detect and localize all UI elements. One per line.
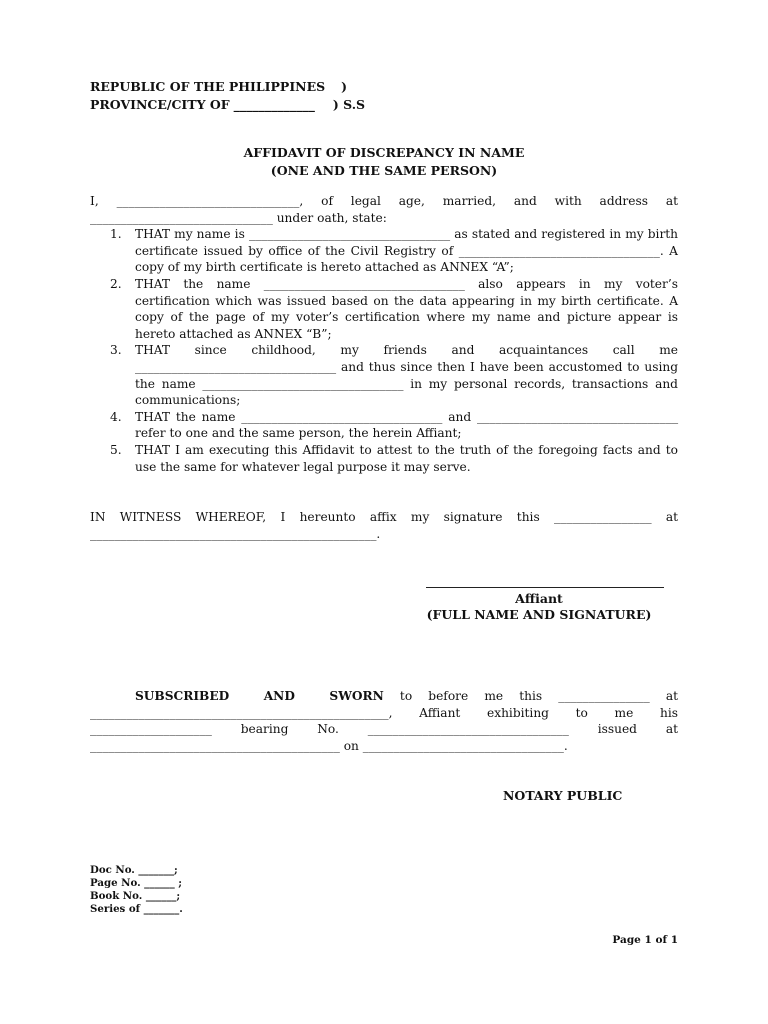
page-label: Page xyxy=(612,934,641,946)
item-text: in my personal records, transactions and communications; xyxy=(135,376,678,408)
province-label: PROVINCE/CITY OF xyxy=(90,97,230,112)
item-number: 4. xyxy=(110,409,122,424)
id-number-blank: _________________________________ xyxy=(367,722,569,737)
list-item xyxy=(90,342,678,408)
witness-line-2 xyxy=(90,526,678,543)
witness-text: IN WITNESS WHEREOF, I hereunto affix my signature this xyxy=(90,510,540,524)
jurat-text: bearing No. xyxy=(240,722,339,737)
jurat-line-2 xyxy=(90,705,678,722)
signature-line xyxy=(426,587,664,588)
doc-number: Doc No. _______; xyxy=(90,864,178,876)
address-blank: ______________________________ xyxy=(90,210,273,225)
name-blank: _________________________________ xyxy=(135,359,337,374)
issue-place-blank: _________________________________________ xyxy=(90,738,340,753)
series-year: Series of _______. xyxy=(90,903,183,915)
id-blank: ____________________ xyxy=(90,722,212,737)
statement-list xyxy=(90,226,678,475)
page-of: of xyxy=(655,934,668,946)
item-text: also appears in my voter’s certification which was issued based on the data appearing in my birth certificate. A copy of the page of my voter’s certification where my name and picture appear is hereto attached as ANNEX “B”; xyxy=(135,276,678,341)
page-number-entry: Page No. ______ ; xyxy=(90,877,183,889)
name-blank: _________________________________ xyxy=(248,227,451,242)
jurat-line-4 xyxy=(90,738,678,755)
item-number: 3. xyxy=(110,343,122,358)
item-number: 1. xyxy=(110,227,122,242)
page-total: 1 xyxy=(670,934,678,946)
venue-paren: ) xyxy=(341,79,348,94)
item-text: THAT the name xyxy=(135,276,251,291)
item-text: as stated and registered in my birth certificate issued by office of the Civil Registry of xyxy=(135,227,679,258)
item-text: THAT I am executing this Affidavit to attest to the truth of the foregoing facts and to use the same for whatever legal purpose it may serve. xyxy=(135,442,678,474)
list-item xyxy=(90,442,678,475)
name-blank: ______________________________, xyxy=(116,194,304,208)
jurat-text: to before me this xyxy=(399,689,543,703)
item-text: THAT the name xyxy=(135,409,236,424)
item-text: THAT since childhood, my friends and acquaintances call me xyxy=(135,343,678,358)
item-number: 2. xyxy=(110,276,122,291)
witness-at: at xyxy=(665,510,679,524)
place-blank: _______________________________________________ xyxy=(90,526,377,541)
item-text: . A copy of my birth certificate is hereto attached as ANNEX “A”; xyxy=(135,243,678,275)
name-blank: _________________________________ xyxy=(241,409,443,424)
name-blank: _________________________________ xyxy=(202,376,404,391)
book-number: Book No. ______; xyxy=(90,890,181,902)
jurat-clause xyxy=(90,688,678,754)
venue-header xyxy=(90,78,365,114)
affiant-label: Affiant xyxy=(515,591,563,606)
witness-end: . xyxy=(376,526,381,541)
province-blank: _____________ xyxy=(233,97,315,112)
name-blank: _________________________________ xyxy=(476,409,679,424)
intro-text: of legal age, married, and with address at xyxy=(321,194,678,208)
registry-blank: _________________________________ xyxy=(458,243,660,258)
affidavit-body xyxy=(90,193,678,475)
jurat-on: on xyxy=(343,738,359,753)
document-title xyxy=(0,144,768,180)
item-text: THAT my name is xyxy=(135,227,245,242)
notarial-register xyxy=(90,864,183,916)
jurat-text: issued at xyxy=(597,722,679,737)
date-blank: _______________ xyxy=(558,689,650,703)
intro-pronoun: I, xyxy=(90,194,99,208)
jurat-line-3 xyxy=(90,721,678,738)
jurat-at: at xyxy=(665,689,678,703)
republic-line: REPUBLIC OF THE PHILIPPINES xyxy=(90,79,326,94)
page-footer xyxy=(612,934,678,946)
item-number: 5. xyxy=(110,442,122,457)
intro-oath: under oath, state: xyxy=(276,210,387,225)
intro-line-2 xyxy=(90,210,678,227)
page-current: 1 xyxy=(644,934,652,946)
issue-date-blank: _________________________________. xyxy=(362,738,568,753)
notary-public-label: NOTARY PUBLIC xyxy=(503,788,623,803)
affiant-block xyxy=(416,591,662,623)
name-blank: _________________________________ xyxy=(263,276,465,291)
date-blank: ________________ xyxy=(554,510,652,524)
list-item xyxy=(90,226,678,276)
list-item xyxy=(90,276,678,342)
item-text: refer to one and the same person, the herein Affiant; xyxy=(135,426,462,441)
title-line-1: AFFIDAVIT OF DISCREPANCY IN NAME xyxy=(243,145,525,160)
witness-line-1 xyxy=(90,509,678,526)
title-line-2: (ONE AND THE SAME PERSON) xyxy=(270,163,498,178)
item-text: and xyxy=(448,409,472,424)
witness-clause xyxy=(90,509,678,542)
place-blank: _________________________________________________, xyxy=(90,705,393,720)
jurat-text: Affiant exhibiting to me his xyxy=(419,705,679,720)
ss-label: ) S.S xyxy=(332,97,366,112)
affiant-caption: (FULL NAME AND SIGNATURE) xyxy=(426,607,652,622)
jurat-line-1 xyxy=(90,688,678,705)
item-text: and thus since then I have been accustomed to using the name xyxy=(135,359,679,391)
jurat-heading: SUBSCRIBED AND SWORN xyxy=(135,689,384,703)
intro-line-1 xyxy=(90,193,678,210)
list-item xyxy=(90,409,678,442)
